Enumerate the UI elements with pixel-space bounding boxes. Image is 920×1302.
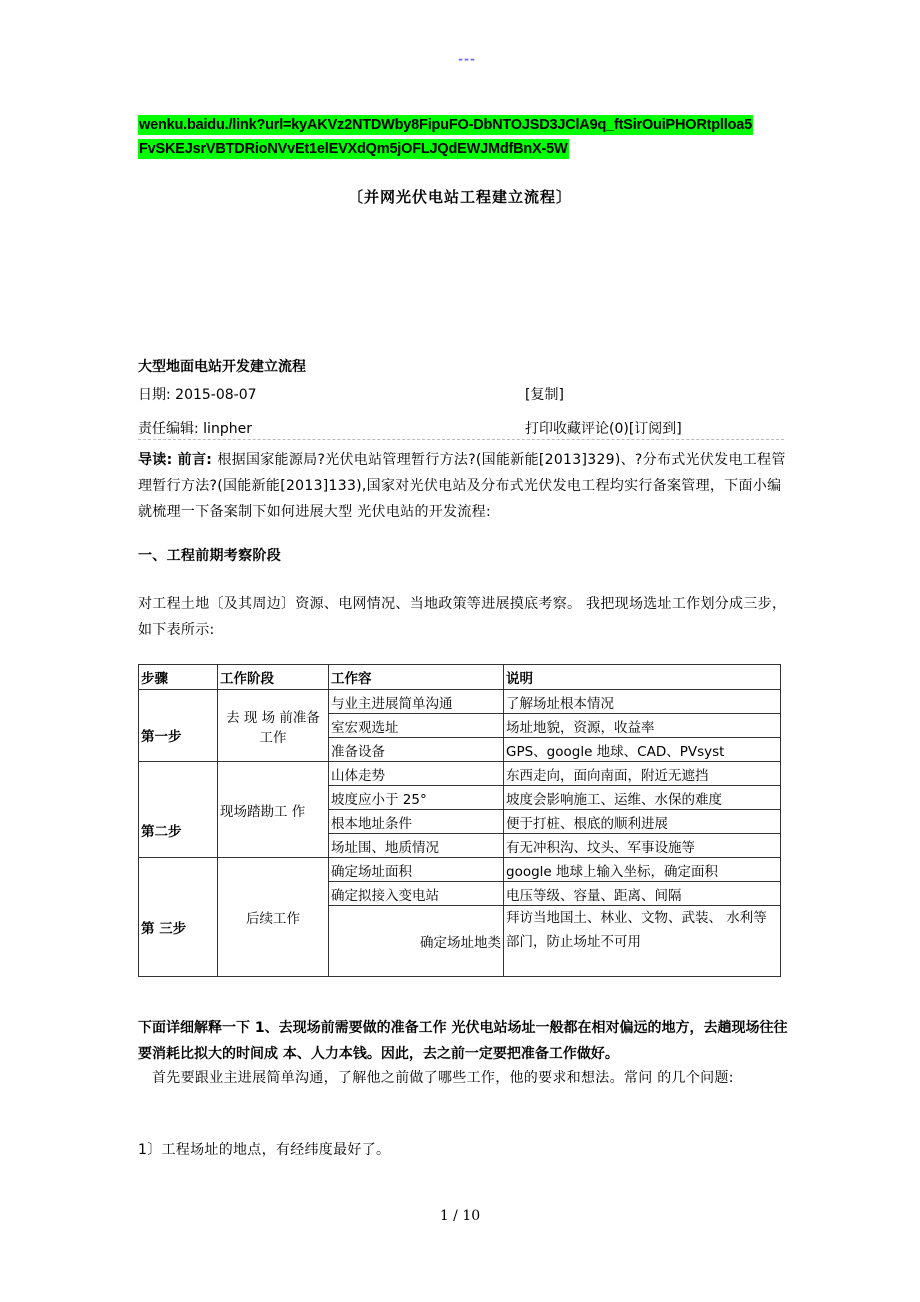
intro-paragraph [138,447,788,525]
content-cell: 室宏观选址 [329,714,504,738]
stage-cell: 现场踏勘工 作 [218,762,329,858]
table-header-row [139,665,781,690]
content-cell: 场址围、地质情况 [329,834,504,858]
notes-cell: 了解场址根本情况 [504,690,781,714]
content-cell: 准备设备 [329,738,504,762]
intro-text: 根据国家能源局?光伏电站管理暂行方法?(国能新能[2013]329)、?分布式光伏发电工程管理暂行方法?(国能新能[2013]133),国家对光伏电站及分布式光伏发电工程均实行备案管理，下面小编就梳理一下备案制下如何进展大型 光伏电站的开发流程: [138,452,786,520]
stage-cell: 去 现 场 前准备工作 [218,690,329,762]
notes-cell: 拜访当地国土、林业、文物、武装、 水利等部门，防止场址不可用 [504,906,781,977]
section-heading: 一、工程前期考察阶段 [138,548,281,564]
content-cell: 与业主进展简单沟通 [329,690,504,714]
table-row [139,858,781,882]
copy-link[interactable]: [复制] [525,387,564,403]
content-cell: 确定拟接入变电站 [329,882,504,906]
content-cell: 根本地址条件 [329,810,504,834]
header-step: 步骤 [139,665,218,690]
document-title: 〔并网光伏电站工程建立流程〕 [347,188,572,206]
content-cell: 确定场址地类 [329,906,504,977]
detail-paragraph: 首先要跟业主进展简单沟通，了解他之前做了哪些工作，他的要求和想法。常问 的几个问题: [152,1070,734,1086]
source-link-line-2[interactable]: FvSKEJsrVBTDRioNVvEt1elEVXdQm5jOFLJQdEWJMdfBnX-5W [139,141,568,157]
notes-cell: 坡度会影响施工、运维、水保的难度 [504,786,781,810]
stage-cell: 后续工作 [218,858,329,977]
content-cell: 确定场址面积 [329,858,504,882]
step-cell: 第一步 [139,690,218,762]
step-cell: 第二步 [139,762,218,858]
content-cell: 坡度应小于 25° [329,786,504,810]
notes-cell: 有无冲积沟、坟头、军事设施等 [504,834,781,858]
notes-cell: 场址地貌，资源，收益率 [504,714,781,738]
divider [138,439,784,440]
step-cell: 第 三步 [139,858,218,977]
intro-lead: 导读: 前言: [138,452,218,468]
article-actions[interactable]: 打印收藏评论(0)[订阅到] [525,421,682,437]
site-selection-table [138,664,781,977]
notes-cell: GPS、google 地球、CAD、PVsyst [504,738,781,762]
source-link-line-1[interactable]: wenku.baidu./link?url=kyAKVz2NTDWby8FipuFO-DbNTOJSD3JClA9q_ftSirOuiPHORtplloa5 [139,117,752,133]
content-cell: 山体走势 [329,762,504,786]
article-title: 大型地面电站开发建立流程 [138,359,306,375]
header-content: 工作容 [329,665,504,690]
page-number: 1 / 10 [439,1208,481,1224]
header-mark: --- [458,52,476,66]
table-row [139,762,781,786]
notes-cell: 东西走向，面向南面，附近无遮挡 [504,762,781,786]
article-date: 日期: 2015-08-07 [138,387,257,403]
notes-cell: google 地球上输入坐标，确定面积 [504,858,781,882]
article-editor: 责任编辑: linpher [138,421,252,437]
list-item: 1〕工程场址的地点，有经纬度最好了。 [138,1142,391,1158]
notes-cell: 电压等级、容量、距离、间隔 [504,882,781,906]
table-row [139,690,781,714]
section-paragraph: 对工程土地〔及其周边〕资源、电网情况、当地政策等进展摸底考察。 我把现场选址工作划分成三步，如下表所示: [138,596,787,638]
header-stage: 工作阶段 [218,665,329,690]
header-notes: 说明 [504,665,781,690]
notes-cell: 便于打桩、根底的顺利进展 [504,810,781,834]
detail-bold-paragraph: 下面详细解释一下 1、去现场前需要做的准备工作 光伏电站场址一般都在相对偏远的地方，去趟现场往往要消耗比拟大的时间成 本、人力本钱。因此，去之前一定要把准备工作做好。 [138,1020,788,1062]
